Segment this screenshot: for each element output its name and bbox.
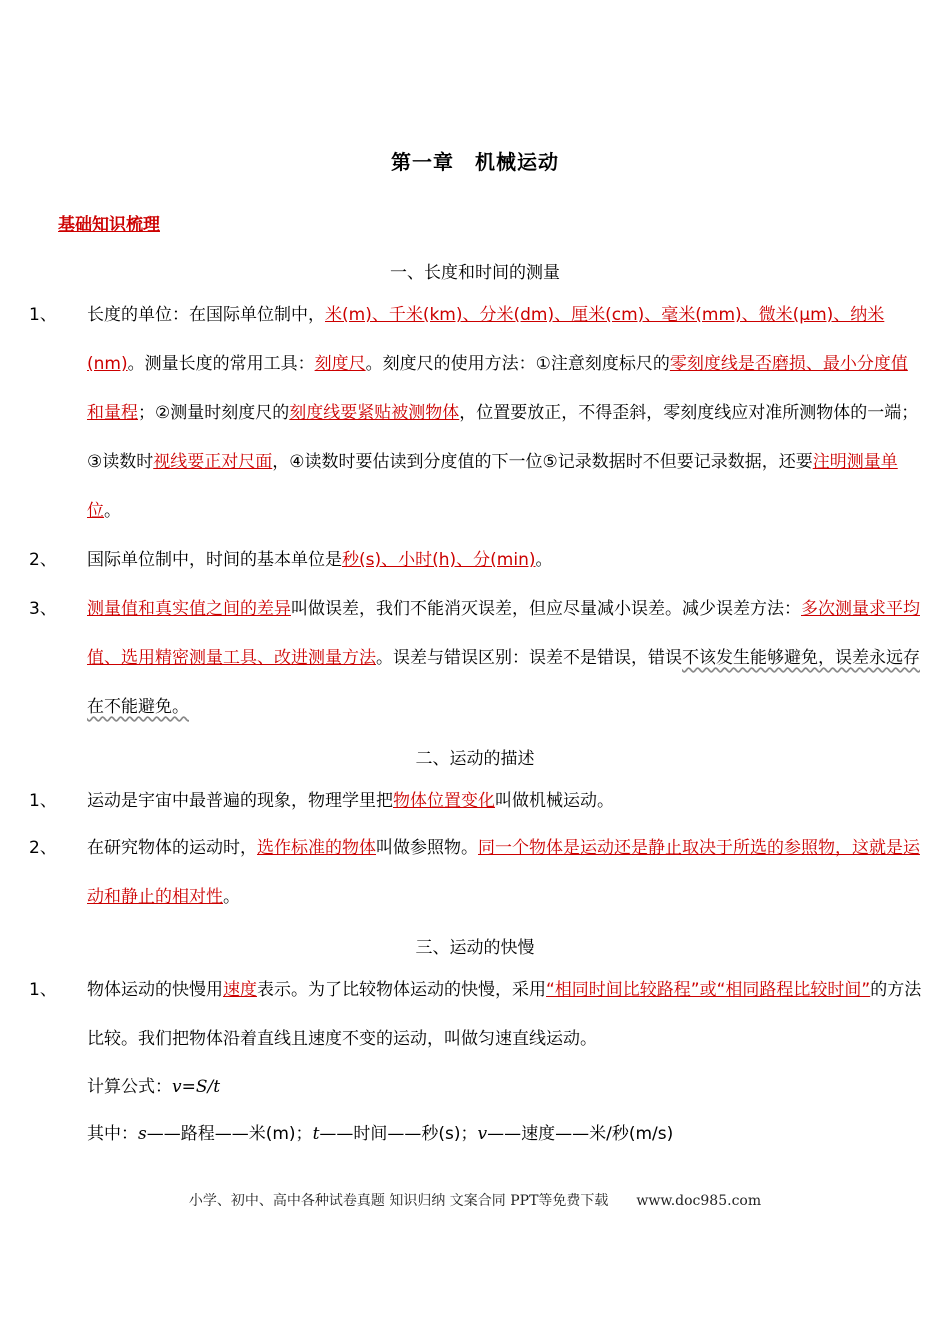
- highlight-compare-methods: “相同时间比较路程”或“相同路程比较时间”: [546, 980, 871, 1000]
- heading-length-time: 一、长度和时间的测量: [390, 263, 560, 283]
- formula-expression: v=S/t: [172, 1077, 221, 1097]
- item-number: 1、: [29, 305, 57, 325]
- page-footer: [0, 1190, 950, 1210]
- highlight-unit-note: 注明测量单位: [87, 452, 898, 521]
- paragraph-reference: 2、 在研究物体的运动时，选作标准的物体叫做参照物。同一个物体是运动还是静止取决于所选的参照物，这就是运动和静止的相对性。: [58, 824, 923, 922]
- highlight-units: 米(m)、千米(km)、分米(dm)、厘米(cm)、毫米(mm)、微米(μm)、纳米(nm): [87, 305, 885, 374]
- footer-text: 小学、初中、高中各种试卷真题 知识归纳 文案合同 PPT等免费下载: [188, 1193, 609, 1209]
- highlight-reference-object: 选作标准的物体: [257, 838, 376, 858]
- highlight-error-def: 测量值和真实值之间的差异: [87, 599, 291, 619]
- chapter-title: 第一章 机械运动: [391, 150, 559, 174]
- highlight-position-change: 物体位置变化: [393, 791, 495, 811]
- item-number: 1、: [29, 791, 57, 811]
- paragraph-mechanical-motion: 1、 运动是宇宙中最普遍的现象，物理学里把物体位置变化叫做机械运动。: [58, 777, 923, 826]
- highlight-time-units: 秒(s)、小时(h)、分(min): [342, 550, 536, 570]
- highlight-relativity: 同一个物体是运动还是静止取决于所选的参照物，这就是运动和静止的相对性: [87, 838, 920, 907]
- paragraph-time-units: 2、 国际单位制中，时间的基本单位是秒(s)、小时(h)、分(min)。: [58, 536, 923, 585]
- highlight-speed: 速度: [223, 980, 257, 1000]
- paragraph-error: 3、 测量值和真实值之间的差异叫做误差，我们不能消灭误差，但应尽量减小误差。减少误差方法：多次测量求平均值、选用精密测量工具、改进测量方法。误差与错误区别：误差不是错误，错误不该发生能够避免，误差永远存在不能避免。: [58, 585, 923, 732]
- highlight-read: 视线要正对尺面: [153, 452, 273, 472]
- heading-motion-description: 二、运动的描述: [415, 749, 535, 769]
- paragraph-speed: 1、 物体运动的快慢用速度表示。为了比较物体运动的快慢，采用“相同时间比较路程”或“相同路程比较时间”的方法比较。我们把物体沿着直线且速度不变的运动，叫做匀速直线运动。: [58, 966, 923, 1064]
- item-number: 1、: [29, 980, 57, 1000]
- item-number: 3、: [29, 599, 57, 619]
- highlight-reduce-methods: 多次测量求平均值、选用精密测量工具、改进测量方法: [87, 599, 920, 668]
- heading-speed: 三、运动的快慢: [415, 938, 535, 958]
- highlight-check: 零刻度线是否磨损、最小分度值和量程: [87, 354, 908, 423]
- highlight-tool: 刻度尺: [314, 354, 366, 374]
- wavy-note: 不该发生能够避免，误差永远存在不能避免。: [87, 648, 920, 717]
- item-number: 2、: [29, 838, 57, 858]
- footer-site-link[interactable]: www.doc985.com: [636, 1193, 762, 1209]
- formula-line: 计算公式：v=S/t: [87, 1077, 221, 1097]
- formula-legend: 其中：s——路程——米(m)；t——时间——秒(s)；v——速度——米/秒(m/s): [87, 1124, 674, 1144]
- item-number: 2、: [29, 550, 57, 570]
- section-label: 基础知识梳理: [58, 215, 160, 235]
- highlight-place: 刻度线要紧贴被测物体: [289, 403, 460, 423]
- paragraph-length-units: 1、 长度的单位：在国际单位制中，米(m)、千米(km)、分米(dm)、厘米(cm)、毫米(mm)、微米(μm)、纳米(nm)。测量长度的常用工具：刻度尺。刻度尺的使用方法：①注意刻度标尺的零刻度线是否磨损、最小分度值和量程；②测量时刻度尺的刻度线要紧贴被测物体，位置要放正，不得歪斜，零刻度线应对准所测物体的一端；③读数时视线要正对尺面，④读数时要估读到分度值的下一位⑤记录数据时不但要记录数据，还要注明测量单位。: [58, 291, 923, 536]
